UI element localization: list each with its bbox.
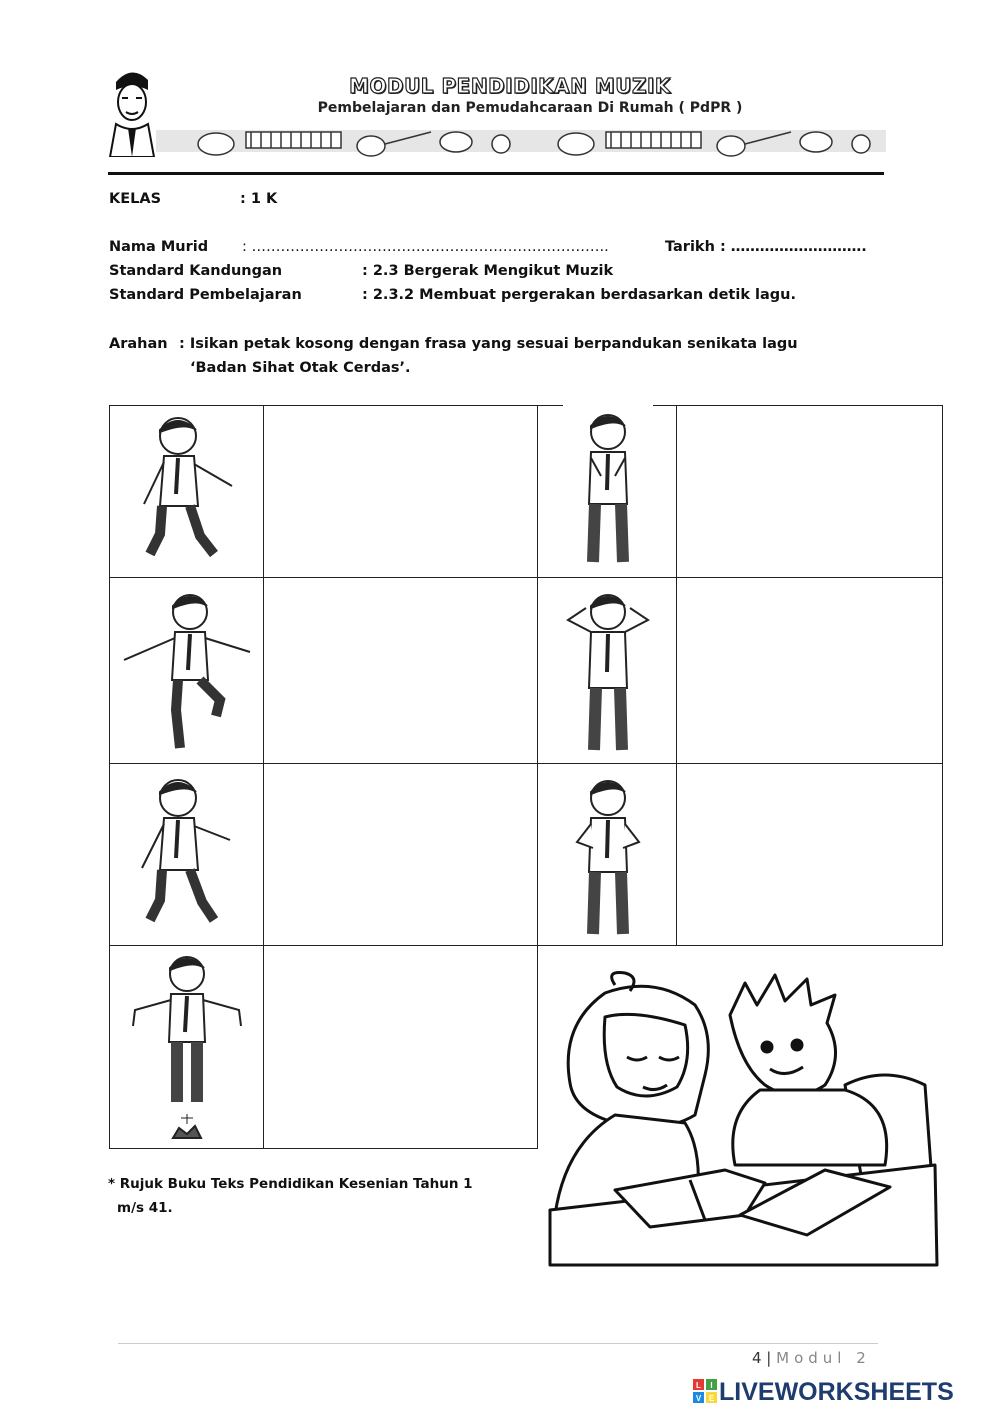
standard-pembelajaran-value: : 2.3.2 Membuat pergerakan berdasarkan detik lagu. <box>362 287 796 303</box>
composer-portrait <box>108 62 156 157</box>
answer-box-4[interactable] <box>676 577 943 764</box>
boy-walking-icon-2 <box>130 776 240 936</box>
kelas-label: KELAS <box>109 191 162 207</box>
module-label: Modul 2 <box>776 1349 871 1367</box>
answer-box-1[interactable] <box>263 405 538 578</box>
nama-murid-label: Nama Murid <box>109 239 209 255</box>
boy-walking-icon <box>130 414 240 570</box>
module-subtitle: Pembelajaran dan Pemudahcaraan Di Rumah ( PdPR ) <box>317 100 743 116</box>
module-title: MODUL PENDIDIKAN MUZIK <box>349 74 671 98</box>
figure-cell-hands-ears <box>537 577 677 764</box>
arahan-line-1: : Isikan petak kosong dengan frasa yang sesuai berpandukan senikata lagu <box>179 336 798 352</box>
boy-thumbs-up-icon <box>563 772 653 942</box>
svg-text:V: V <box>695 1394 702 1403</box>
brand-text: LIVEWORKSHEETS <box>719 1378 954 1406</box>
footnote-line-2: m/s 41. <box>117 1200 173 1216</box>
liveworksheets-logo-icon <box>693 1379 717 1403</box>
tarikh-field[interactable]: Tarikh : ………………………. <box>665 239 867 255</box>
liveworksheets-brand[interactable] <box>693 1378 954 1408</box>
standard-kandungan-value: : 2.3 Bergerak Mengikut Muzik <box>362 263 614 279</box>
svg-text:L: L <box>696 1381 701 1390</box>
footnote-line-1: * Rujuk Buku Teks Pendidikan Kesenian Tahun 1 <box>108 1176 473 1192</box>
boy-knee-raise-icon <box>120 590 255 756</box>
figure-cell-walking-1 <box>109 405 264 578</box>
svg-text:E: E <box>708 1394 715 1403</box>
answer-box-2[interactable] <box>676 405 943 578</box>
standard-kandungan-label: Standard Kandungan <box>109 263 283 279</box>
figure-cell-knee-raise <box>109 577 264 764</box>
page-number-value: 4 | <box>752 1349 772 1367</box>
nama-murid-field[interactable]: : ……………………………………………………………….. <box>242 239 609 255</box>
answer-box-7[interactable] <box>263 945 538 1149</box>
figure-cell-thumbs-up <box>537 763 677 946</box>
answer-box-6[interactable] <box>676 763 943 946</box>
figure-cell-jumping <box>109 945 264 1149</box>
page-number <box>752 1349 871 1367</box>
textbook-reference <box>108 1172 473 1220</box>
svg-text:I: I <box>710 1381 713 1390</box>
figure-cell-walking-2 <box>109 763 264 946</box>
boy-hands-on-chest-icon <box>563 404 653 572</box>
children-reading-illustration <box>545 965 940 1270</box>
arahan-line-2: ‘Badan Sihat Otak Cerdas’. <box>190 360 411 376</box>
boy-jumping-icon <box>125 952 250 1146</box>
footer-rule <box>118 1343 878 1344</box>
figure-cell-hands-chest <box>537 405 677 578</box>
standard-pembelajaran-label: Standard Pembelajaran <box>109 287 302 303</box>
boy-hands-on-ears-icon <box>556 586 660 758</box>
answer-box-3[interactable] <box>263 577 538 764</box>
header-rule <box>108 172 884 175</box>
kelas-value: : 1 K <box>240 191 278 207</box>
answer-box-5[interactable] <box>263 763 538 946</box>
arahan-label: Arahan <box>109 336 168 352</box>
instruments-banner <box>156 120 886 162</box>
